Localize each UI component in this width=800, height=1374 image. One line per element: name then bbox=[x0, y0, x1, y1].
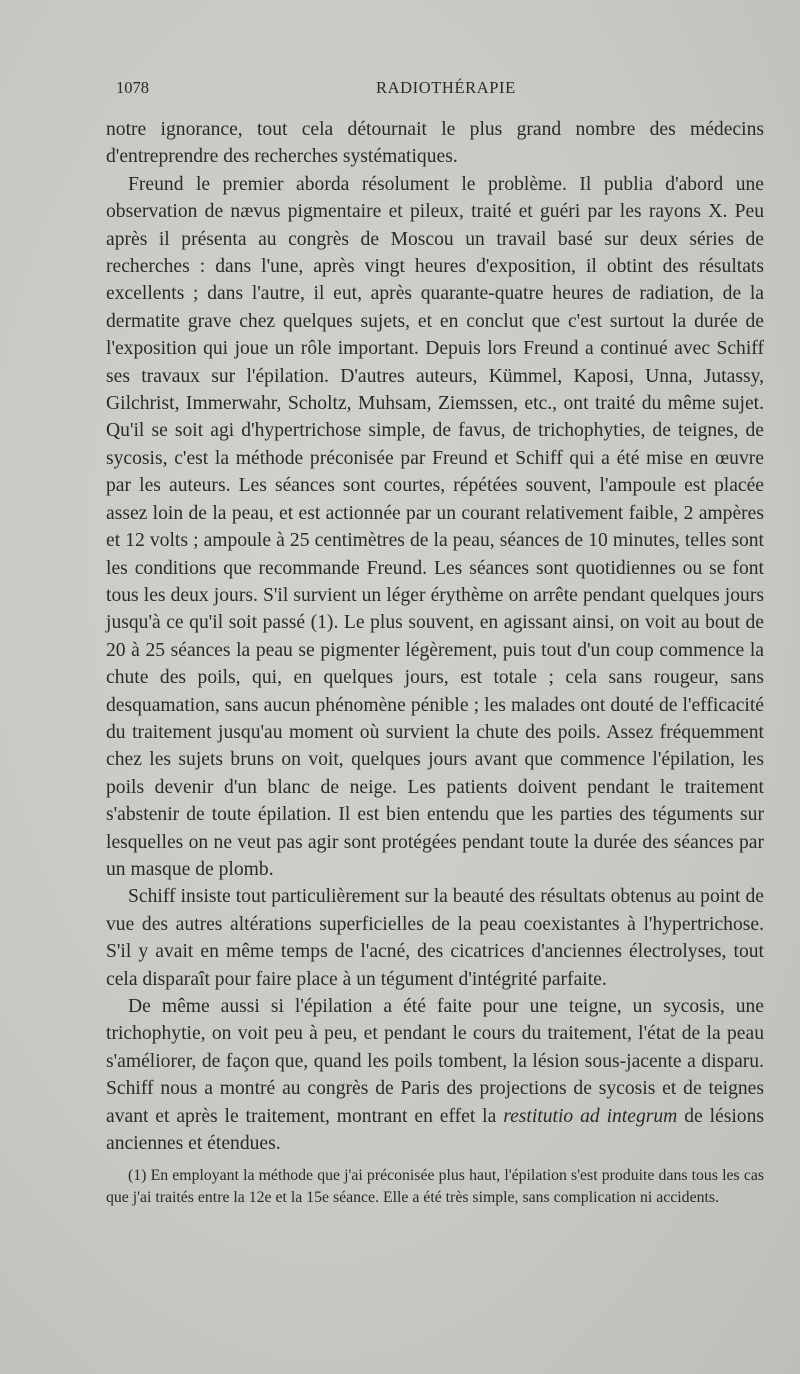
paragraph-4-end: de lésions anciennes et étendues. bbox=[106, 1105, 765, 1155]
paragraph-4-text: De même aussi si l'épilation a été faite pour une teigne, un sycosis, une trichophytie, on voit peu à peu, et pendant le cours du traitement, l'état de la peau s'améliorer, de façon que, quand les poils tombent, la lésion sous-jacente a disparu. Schiff nous a montré au congrès de Paris des projections de sycosis et de teignes avant et après le traitement, montrant en effet la bbox=[106, 996, 764, 1127]
paragraph-3: Schiff insiste tout particulièrement sur la beauté des résultats obtenus au point de vue des autres altérations superficielles de la peau coexistantes à l'hypertrichose. S'il y avait en même temps de l'acné, des cicatrices d'anciennes électrolyses, tout cela disparaît pour faire place à un tégument d'intégrité parfaite. bbox=[106, 886, 764, 990]
paragraph-2: Freund le premier aborda résolument le problème. Il publia d'abord une observation de nævus pigmentaire et pileux, traité et guéri par les rayons X. Peu après il présenta au congrès de Moscou un travail basé sur deux séries de recherches : dans l'une, après vingt heures d'exposition, il obtint des résultats excellents ; dans l'autre, il eut, après quarante-quatre heures de radiation, de la dermatite grave chez quelques sujets, et en conclut que c'est surtout la durée de l'exposition qui joue un rôle important. Depuis lors Freund a continué avec Schiff ses travaux sur l'épilation. D'autres auteurs, Kümmel, Kaposi, Unna, Jutassy, Gilchrist, Immerwahr, Scholtz, Muhsam, Ziemssen, etc., ont traité du même sujet. Qu'il se soit agi d'hypertrichose simple, de favus, de trichophyties, de teignes, de sycosis, c'est la méthode préconisée par Freund et Schiff qui a été mise en œuvre par les auteurs. Les séances sont courtes, répétées souvent, l'ampoule est placée assez loin de la peau, et est actionnée par un courant relativement faible, 2 ampères et 12 volts ; ampoule à 25 centimètres de la peau, séances de 10 minutes, telles sont les conditions que recommande Freund. Les séances sont quotidiennes ou se font tous les deux jours. S'il survient un léger érythème on arrête pendant quelques jours jusqu'à ce qu'il soit passé (1). Le plus souvent, en agissant ainsi, on voit au bout de 20 à 25 séances la peau se pigmenter légèrement, puis tout d'un coup commence la chute des poils, qui, en quelques jours, est totale ; cela sans rougeur, sans desquamation, sans aucun phénomène pénible ; les malades ont douté de l'efficacité du traitement jusqu'au moment où survient la chute des poils. Assez fréquemment chez les sujets bruns on voit, quelques jours avant que commence l'épilation, les poils devenir d'un blanc de neige. Les patients doivent pendant le traitement s'abstenir de toute épilation. Il est bien entendu que les parties des téguments sur lesquelles on ne veut pas agir sont protégées pendant toute la durée des séances par un masque de plomb. bbox=[106, 173, 764, 880]
paragraph-4 bbox=[106, 993, 764, 1157]
running-title: RADIOTHÉRAPIE bbox=[376, 78, 516, 97]
running-header bbox=[0, 78, 800, 102]
page-number: 1078 bbox=[116, 78, 149, 97]
footnote: (1) En employant la méthode que j'ai préconisée plus haut, l'épilation s'est produite dans tous les cas que j'ai traités entre la 12e et la 15e séance. Elle a été très simple, sans complication ni accidents. bbox=[106, 1167, 764, 1206]
body-text bbox=[106, 116, 764, 1157]
paragraph-1: notre ignorance, tout cela détournait le plus grand nombre des médecins d'entreprendre des recherches systématiques. bbox=[106, 119, 764, 168]
latin-phrase: restitutio ad integrum bbox=[503, 1105, 678, 1127]
